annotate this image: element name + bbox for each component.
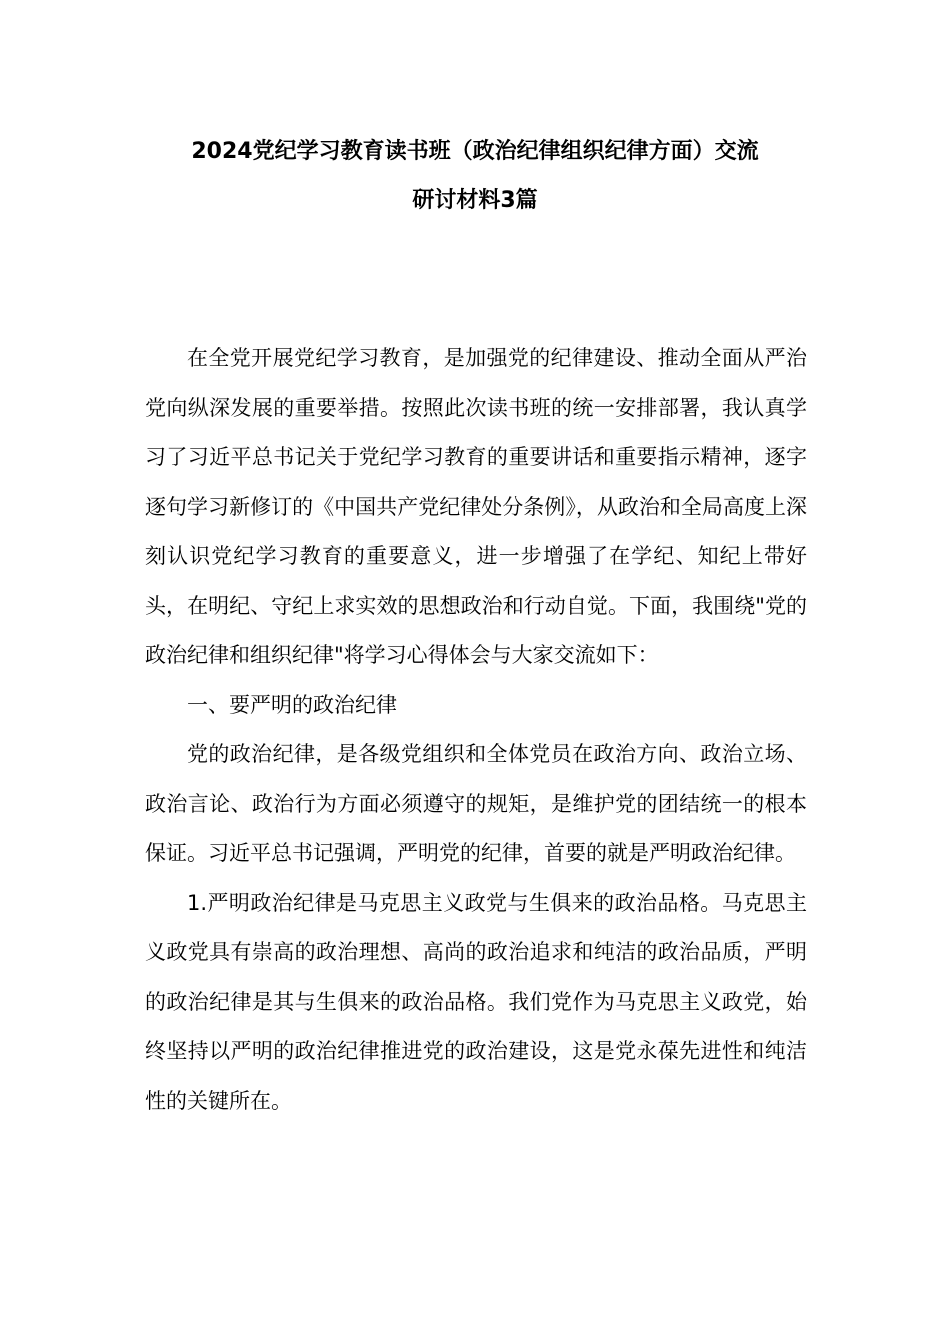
document-body (145, 334, 807, 1126)
paragraph-point-1: 1.严明政治纪律是马克思主义政党与生俱来的政治品格。马克思主义政党具有崇高的政治理想、高尚的政治追求和纯洁的政治品质，严明的政治纪律是其与生俱来的政治品格。我们党作为马克思主义政党，始终坚持以严明的政治纪律推进党的政治建设，这是党永葆先进性和纯洁性的关键所在。 (145, 890, 807, 1113)
document-title-line-1: 2024党纪学习教育读书班（政治纪律组织纪律方面）交流 (191, 139, 759, 164)
document-title-line-2: 研讨材料3篇 (412, 188, 538, 213)
paragraph-intro: 在全党开展党纪学习教育，是加强党的纪律建设、推动全面从严治党向纵深发展的重要举措。按照此次读书班的统一安排部署，我认真学习了习近平总书记关于党纪学习教育的重要讲话和重要指示精神，逐字逐句学习新修订的《中国共产党纪律处分条例》，从政治和全局高度上深刻认识党纪学习教育的重要意义，进一步增强了在学纪、知纪上带好头，在明纪、守纪上求实效的思想政治和行动自觉。下面，我围绕"党的政治纪律和组织纪律"将学习心得体会与大家交流如下： (145, 346, 807, 667)
paragraph-political-discipline: 党的政治纪律，是各级党组织和全体党员在政治方向、政治立场、政治言论、政治行为方面必须遵守的规矩，是维护党的团结统一的根本保证。习近平总书记强调，严明党的纪律，首要的就是严明政治纪律。 (145, 742, 807, 865)
section-heading-political-discipline: 一、要严明的政治纪律 (187, 692, 397, 717)
